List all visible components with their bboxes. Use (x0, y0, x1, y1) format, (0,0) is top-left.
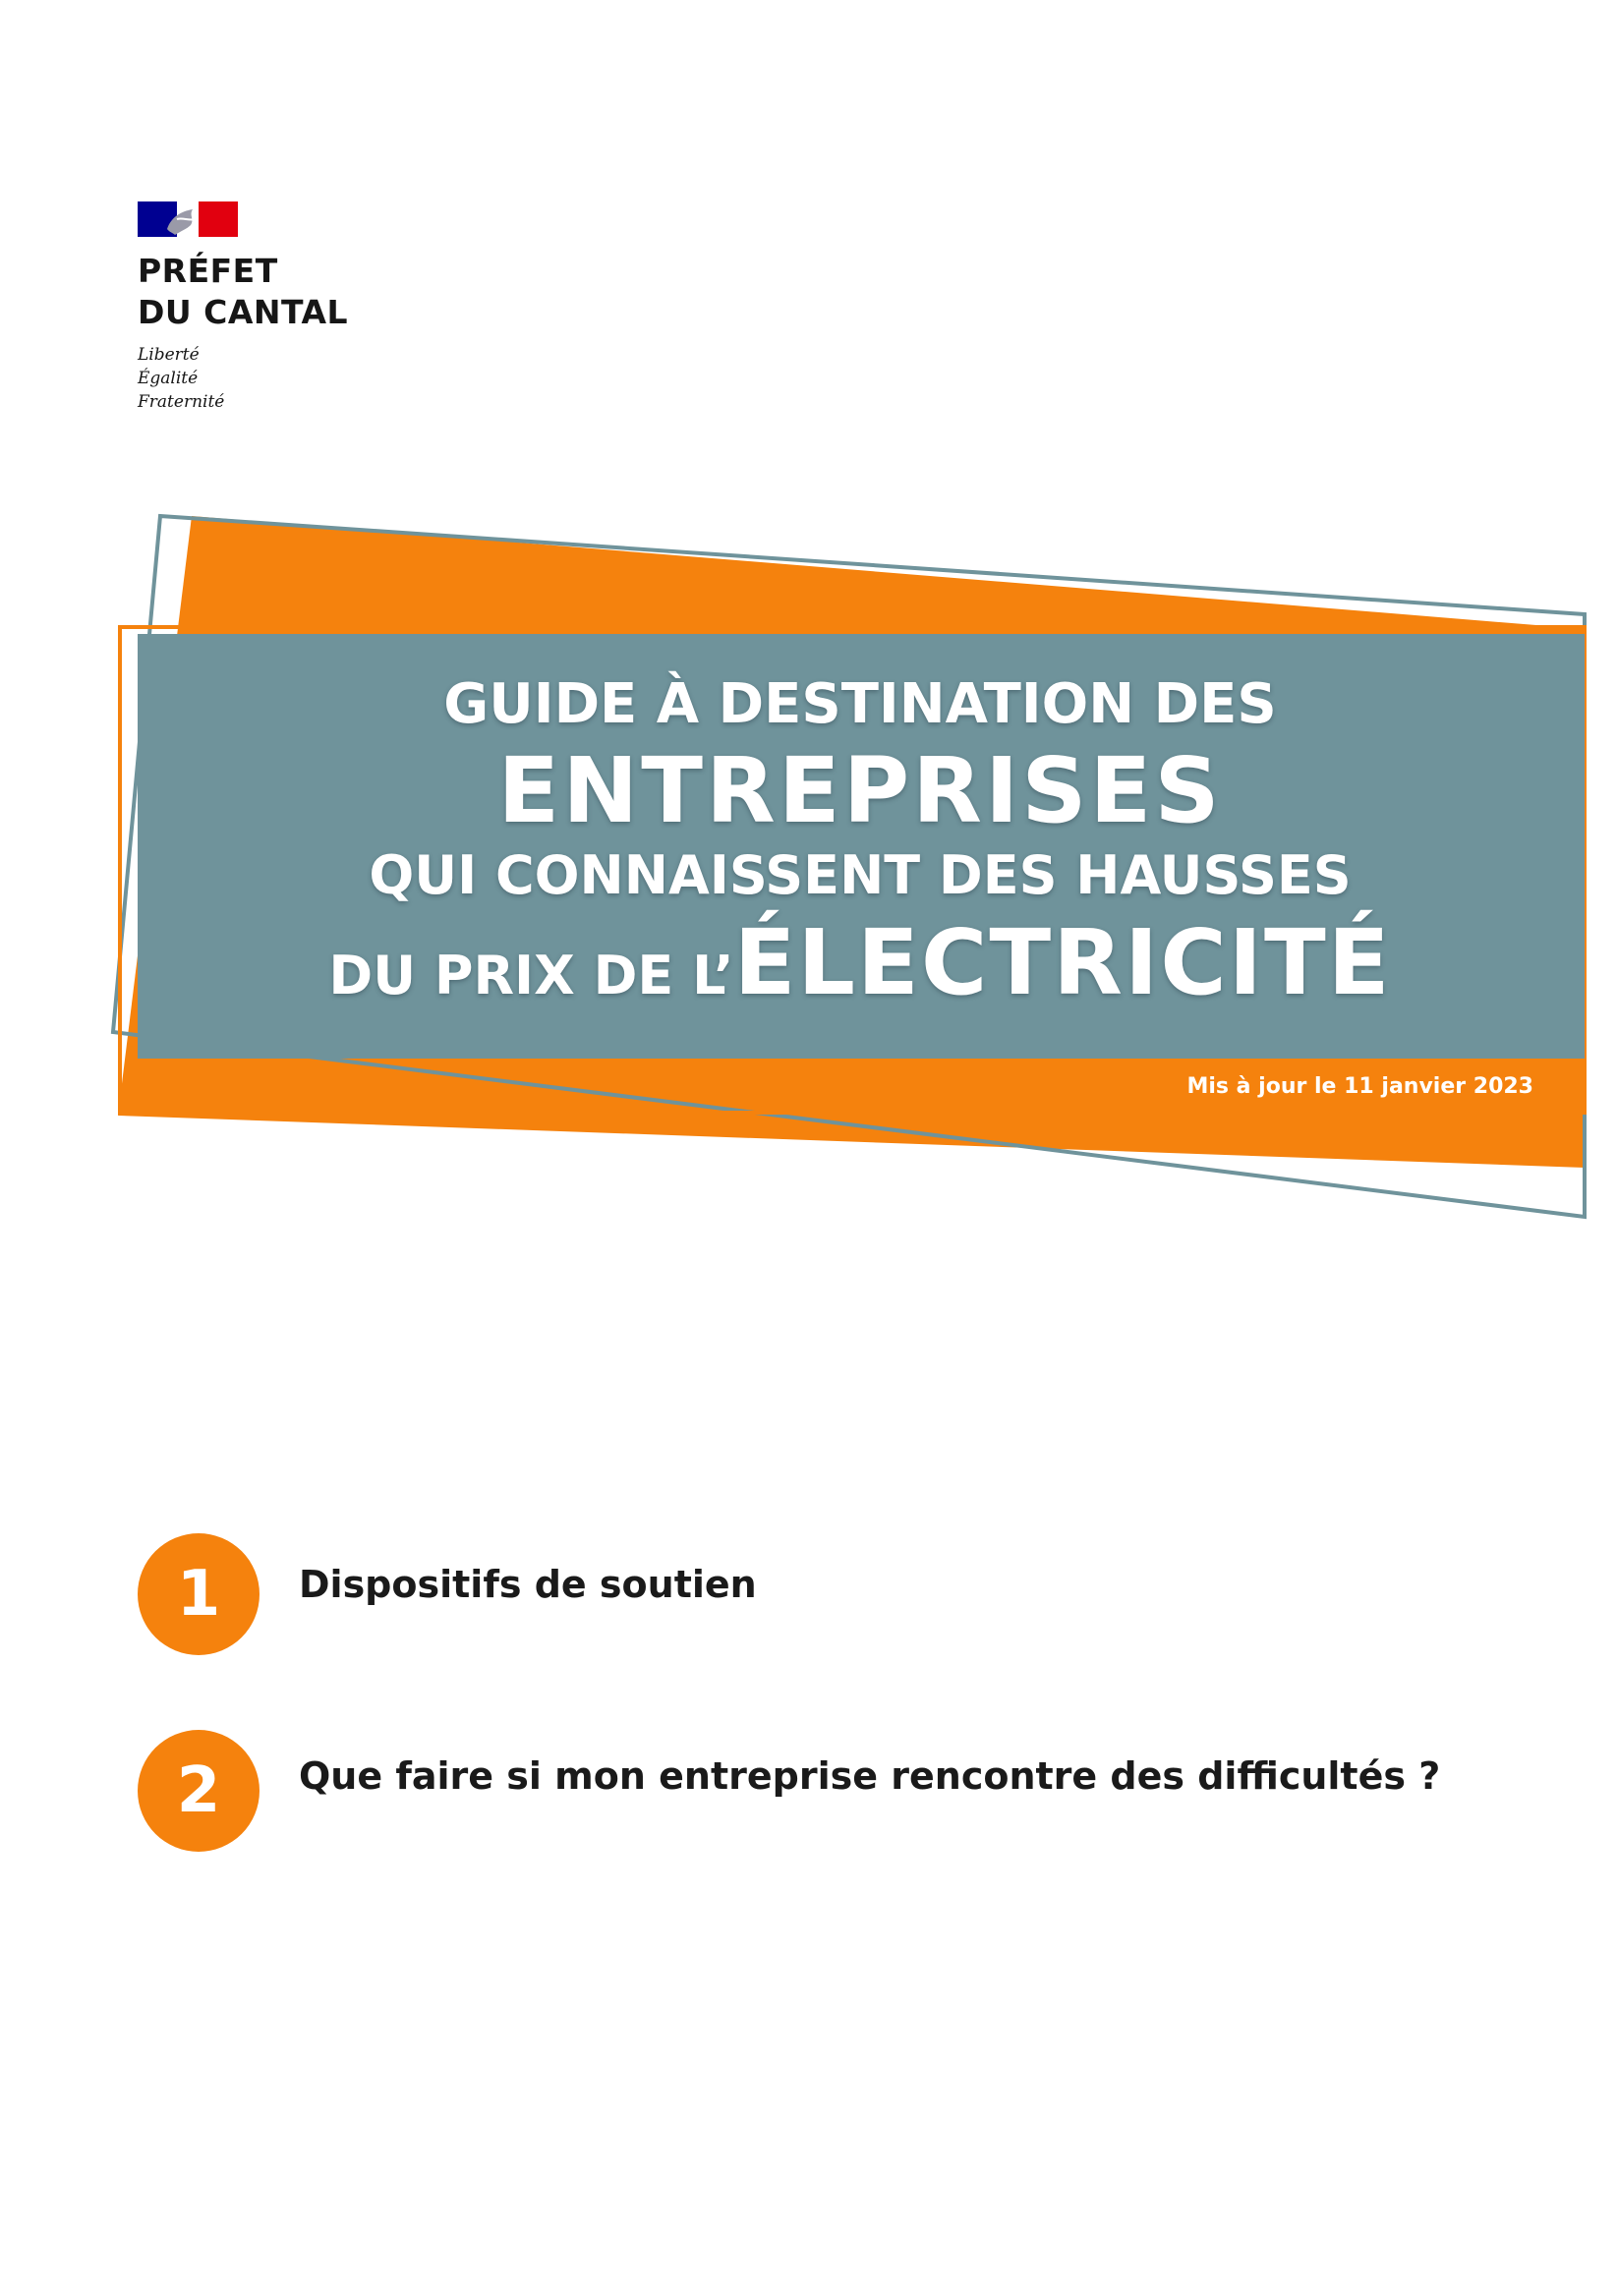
document-title (138, 629, 1583, 1052)
toc-number-badge: 1 (138, 1533, 260, 1655)
title-line-2: ENTREPRISES (497, 738, 1223, 843)
motto-fraternite: Fraternité (138, 392, 225, 412)
toc-number-badge: 2 (138, 1730, 260, 1852)
prefet-line-2: DU CANTAL (138, 293, 349, 331)
update-date: Mis à jour le 11 janvier 2023 (1186, 1074, 1533, 1099)
title-line-3: QUI CONNAISSENT DES HAUSSES (369, 844, 1352, 906)
title-line-1: GUIDE À DESTINATION DES (443, 672, 1277, 736)
toc-label: Dispositifs de soutien (299, 1563, 757, 1606)
toc-item-2 (138, 1730, 1440, 1852)
title-line-4 (138, 910, 1583, 1025)
title-line-4-prefix: DU PRIX DE L’ (328, 945, 734, 1006)
motto-liberte: Liberté (138, 345, 200, 365)
title-line-4-emphasis: ÉLECTRICITÉ (733, 910, 1392, 1015)
toc-label: Que faire si mon entreprise rencontre des difficultés ? (299, 1754, 1441, 1798)
motto-egalite: Égalité (138, 369, 199, 388)
toc-item-1 (138, 1533, 757, 1655)
prefet-line-1: PRÉFET (138, 252, 278, 290)
